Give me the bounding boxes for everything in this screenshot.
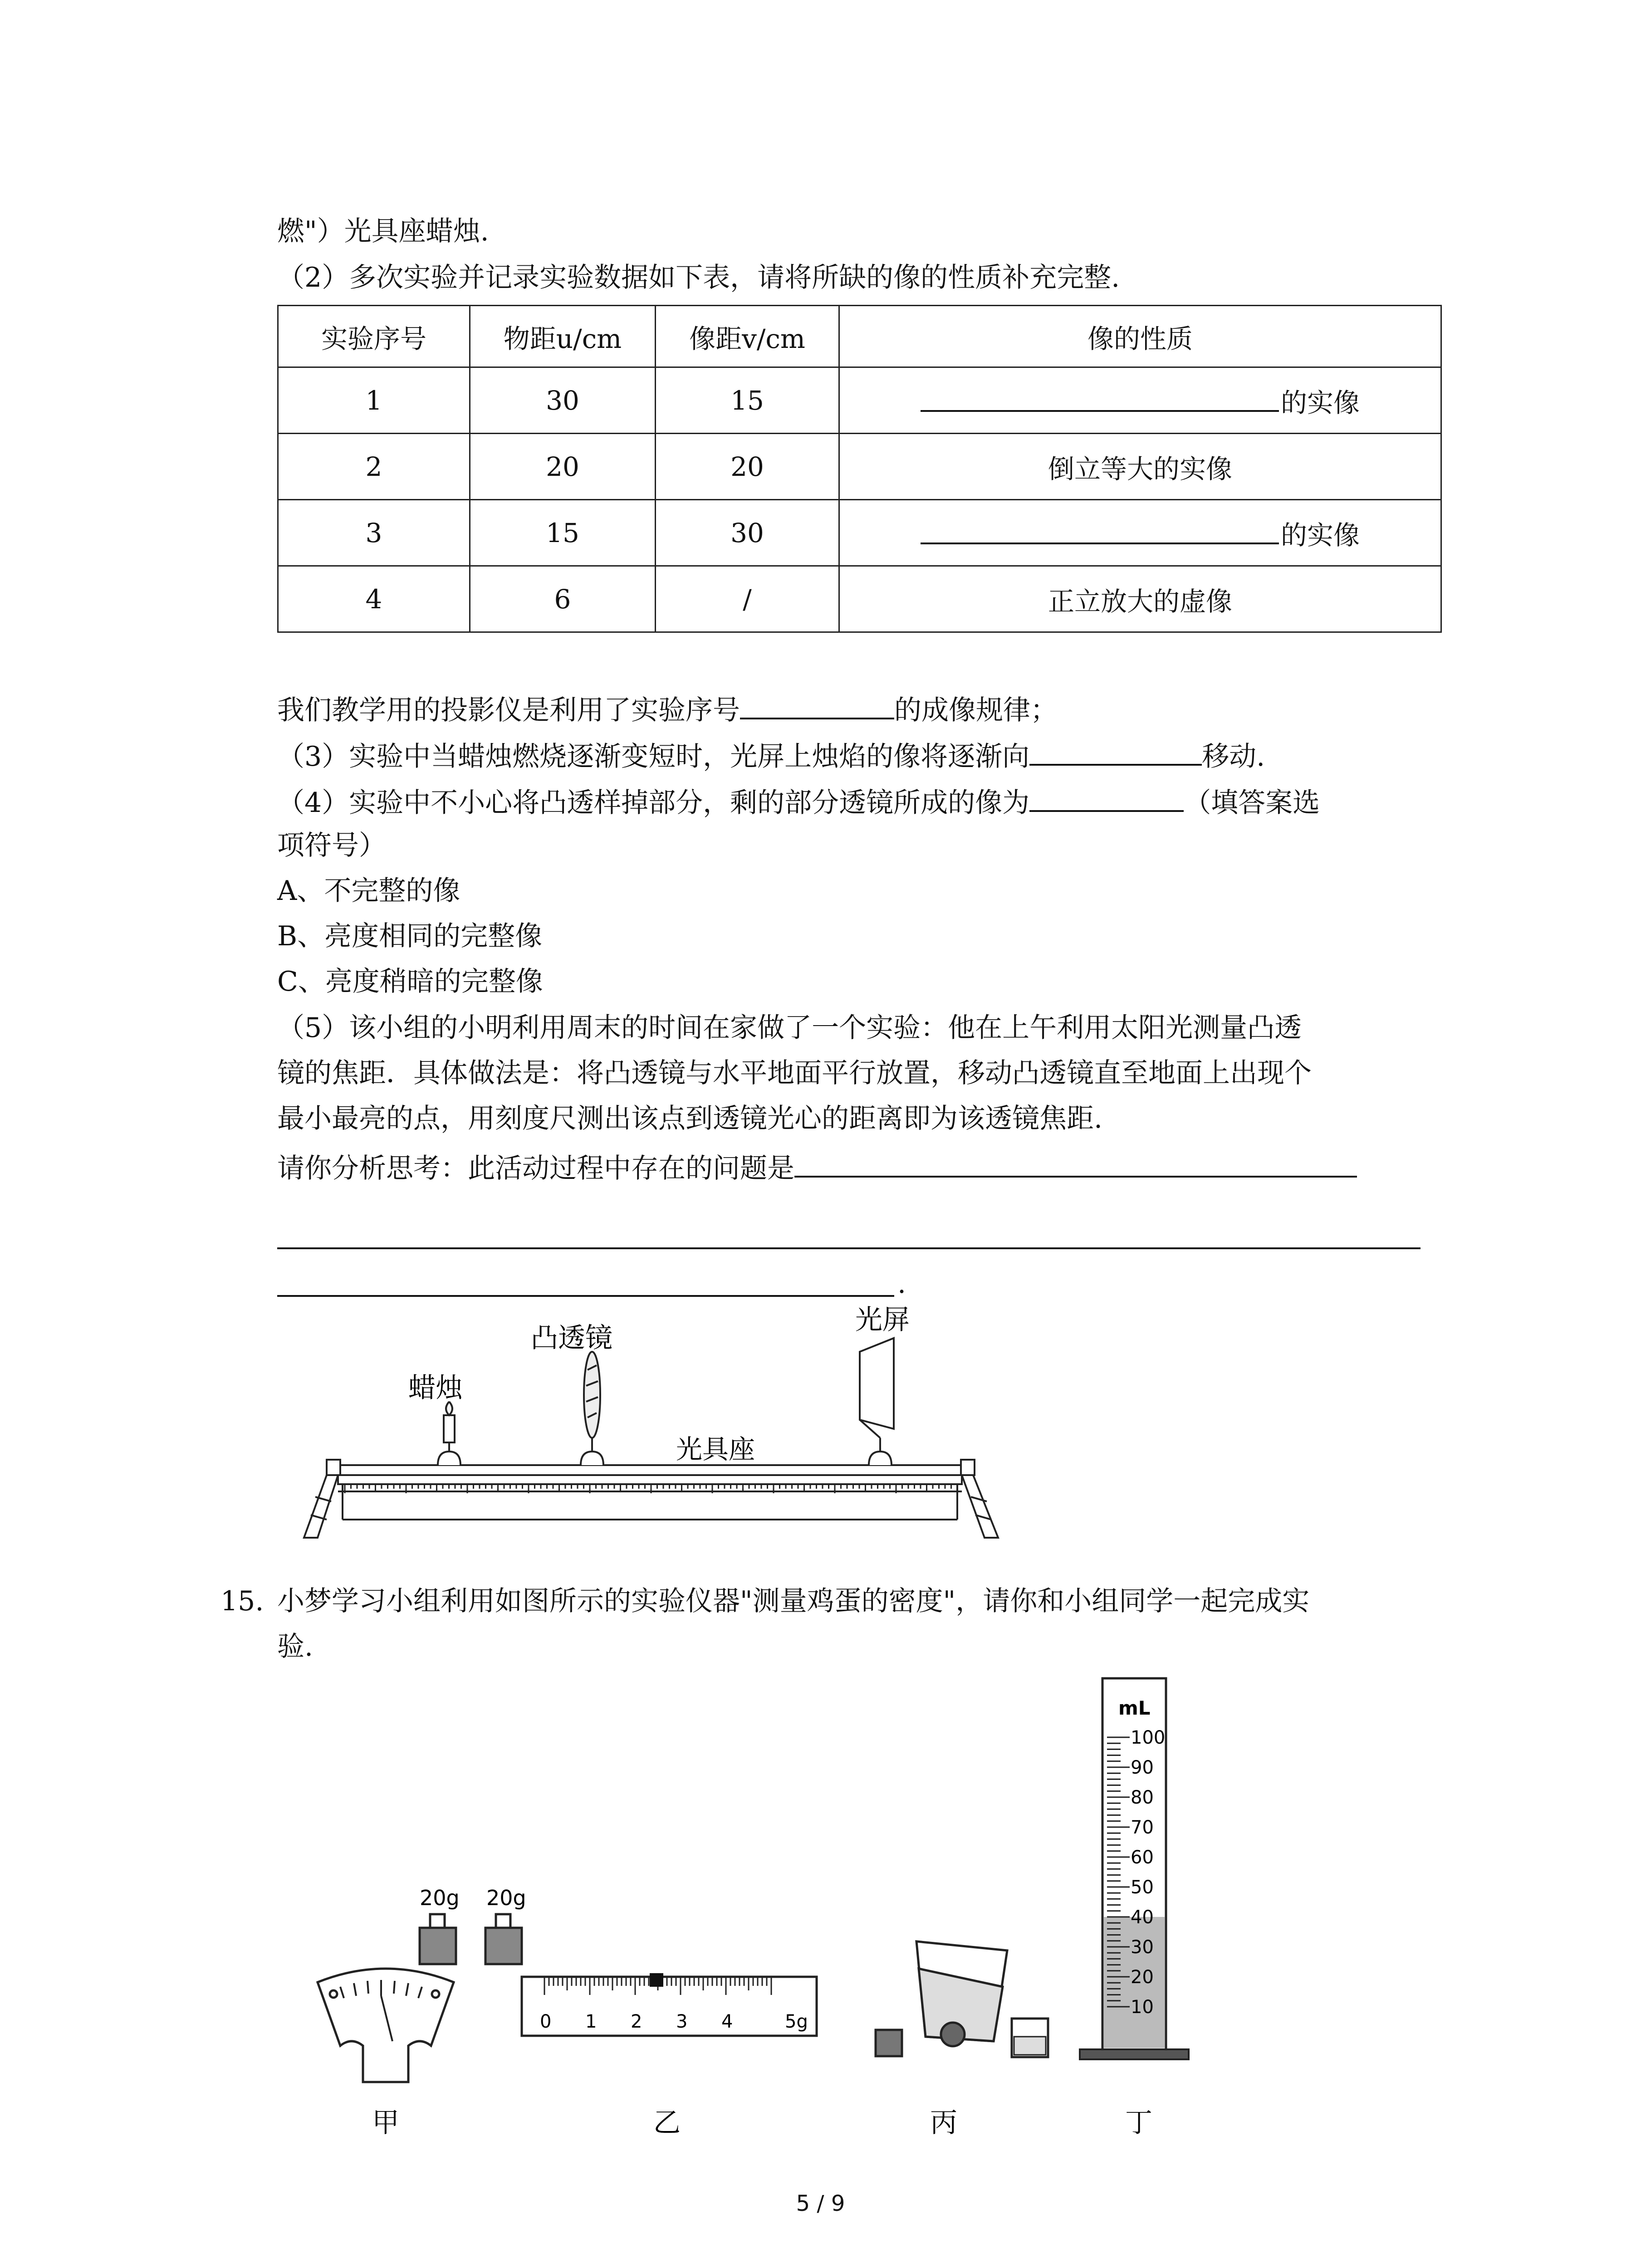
table-header-row xyxy=(278,306,1441,367)
cell-n: 3 xyxy=(278,500,470,566)
cell-property: 正立放大的虚像 xyxy=(839,566,1441,632)
text-line: 镜的焦距．具体做法是：将凸透镜与水平地面平行放置，移动凸透镜直至地面上出现个 xyxy=(277,1057,1312,1089)
cell-n: 4 xyxy=(278,566,470,632)
candle-icon xyxy=(438,1402,460,1465)
text-line: 项符号） xyxy=(277,830,386,861)
scale-tick-label: 0 xyxy=(540,2011,552,2032)
cylinder-tick-label: 20 xyxy=(1131,1967,1154,1988)
text-segment: （3）实验中当蜡烛燃烧逐渐变短时，光屏上烛焰的像将逐渐向 xyxy=(277,741,1030,772)
text-line xyxy=(277,782,1320,821)
text-line xyxy=(277,689,1058,728)
answer-blank-line[interactable] xyxy=(277,1295,894,1297)
cell-suffix: 的实像 xyxy=(1280,387,1360,418)
text-segment: （4）实验中不小心将凸透样掉部分，剩的部分透镜所成的像为 xyxy=(277,787,1030,819)
cell-v: 30 xyxy=(656,500,839,566)
table-row xyxy=(278,367,1441,434)
cell-n: 1 xyxy=(278,367,470,434)
cell-u: 15 xyxy=(470,500,656,566)
answer-blank[interactable] xyxy=(1029,782,1184,812)
cell-property: 倒立等大的实像 xyxy=(839,434,1441,500)
beaker-icon xyxy=(876,1941,1048,2057)
scale-tick-label: 3 xyxy=(676,2011,688,2032)
screen-label: 光屏 xyxy=(855,1304,910,1336)
cell-u: 6 xyxy=(470,566,656,632)
header-cell: 像距v/cm xyxy=(656,306,839,367)
scale-tick-label: 2 xyxy=(631,2011,642,2032)
text-segment: 的成像规律； xyxy=(894,694,1058,726)
weight-icon xyxy=(420,1914,522,1964)
caption-yi: 乙 xyxy=(653,2107,681,2139)
text-line xyxy=(277,736,1265,775)
text-line: 小梦学习小组利用如图所示的实验仪器"测量鸡蛋的密度"，请你和小组同学一起完成实 xyxy=(277,1585,1310,1617)
rider-icon xyxy=(650,1973,663,1987)
cylinder-tick-label: 50 xyxy=(1131,1877,1154,1898)
caption-jia: 甲 xyxy=(372,2107,399,2139)
cell-u: 30 xyxy=(470,367,656,434)
cylinder-tick-label: 40 xyxy=(1131,1907,1154,1928)
candle-label: 蜡烛 xyxy=(408,1372,463,1404)
header-cell: 像的性质 xyxy=(839,306,1441,367)
answer-blank[interactable] xyxy=(921,518,1279,544)
weight-label: 20g xyxy=(420,1886,460,1910)
convex-lens-icon xyxy=(581,1352,603,1465)
text-line: . xyxy=(897,1268,906,1300)
answer-blank[interactable] xyxy=(921,386,1279,412)
cylinder-tick-label: 10 xyxy=(1131,1997,1154,2018)
data-table xyxy=(277,305,1442,633)
text-line xyxy=(277,1148,1357,1187)
cylinder-tick-label: 60 xyxy=(1131,1847,1154,1868)
cylinder-tick-label: 30 xyxy=(1131,1937,1154,1958)
cylinder-tick-label: 80 xyxy=(1131,1787,1154,1808)
weight-label: 20g xyxy=(486,1886,526,1910)
table-row xyxy=(278,566,1441,632)
cell-property xyxy=(839,367,1441,434)
scale-tick-label: 5g xyxy=(785,2011,808,2032)
answer-blank[interactable] xyxy=(1029,736,1202,766)
cell-v: / xyxy=(656,566,839,632)
density-apparatus-figure xyxy=(290,1674,1243,2155)
cell-u: 20 xyxy=(470,434,656,500)
cylinder-tick-label: 70 xyxy=(1131,1817,1154,1838)
text-line: （2）多次实验并记录实验数据如下表，请将所缺的像的性质补充完整. xyxy=(277,262,1120,293)
option-b: B、亮度相同的完整像 xyxy=(277,920,543,952)
cylinder-tick-label: 90 xyxy=(1131,1757,1154,1778)
text-line: （5）该小组的小明利用周末的时间在家做了一个实验：他在上午利用太阳光测量凸透 xyxy=(277,1012,1302,1044)
graduated-cylinder-icon xyxy=(1080,1678,1189,2059)
answer-blank-line[interactable] xyxy=(277,1247,1421,1249)
header-cell: 实验序号 xyxy=(278,306,470,367)
caption-ding: 丁 xyxy=(1125,2107,1152,2139)
cell-v: 20 xyxy=(656,434,839,500)
bench-rail xyxy=(338,1465,962,1520)
cylinder-tick-label: 100 xyxy=(1131,1727,1166,1748)
scale-tick-label: 4 xyxy=(721,2011,733,2032)
bench-label: 光具座 xyxy=(676,1434,755,1465)
text-line: 最小最亮的点，用刻度尺测出该点到透镜光心的距离即为该透镜焦距. xyxy=(277,1103,1103,1134)
cell-v: 15 xyxy=(656,367,839,434)
text-segment: 请你分析思考：此活动过程中存在的问题是 xyxy=(277,1153,794,1184)
table-row xyxy=(278,434,1441,500)
table-row xyxy=(278,500,1441,566)
text-line: 燃"）光具座蜡烛. xyxy=(277,215,489,247)
text-segment: 我们教学用的投影仪是利用了实验序号 xyxy=(277,694,740,726)
cylinder-unit: mL xyxy=(1118,1697,1151,1719)
lens-label: 凸透镜 xyxy=(531,1322,612,1354)
text-segment: 移动. xyxy=(1202,741,1265,772)
scale-tick-label: 1 xyxy=(585,2011,597,2032)
page-number: 5 / 9 xyxy=(796,2191,845,2216)
header-cell: 物距u/cm xyxy=(470,306,656,367)
cell-suffix: 的实像 xyxy=(1280,519,1360,551)
text-segment: （填答案选 xyxy=(1184,787,1320,819)
rider-scale xyxy=(522,1973,817,2036)
answer-blank[interactable] xyxy=(794,1148,1357,1178)
question-number: 15. xyxy=(220,1585,264,1617)
caption-bing: 丙 xyxy=(930,2107,957,2139)
cell-property xyxy=(839,500,1441,566)
cell-n: 2 xyxy=(278,434,470,500)
answer-blank[interactable] xyxy=(740,689,894,719)
balance-dial-icon xyxy=(318,1969,454,2082)
option-c: C、亮度稍暗的完整像 xyxy=(277,966,543,997)
text-line: 验. xyxy=(277,1631,314,1662)
optical-bench-figure xyxy=(290,1302,1016,1542)
light-screen-icon xyxy=(860,1338,894,1465)
option-a: A、不完整的像 xyxy=(277,875,460,907)
